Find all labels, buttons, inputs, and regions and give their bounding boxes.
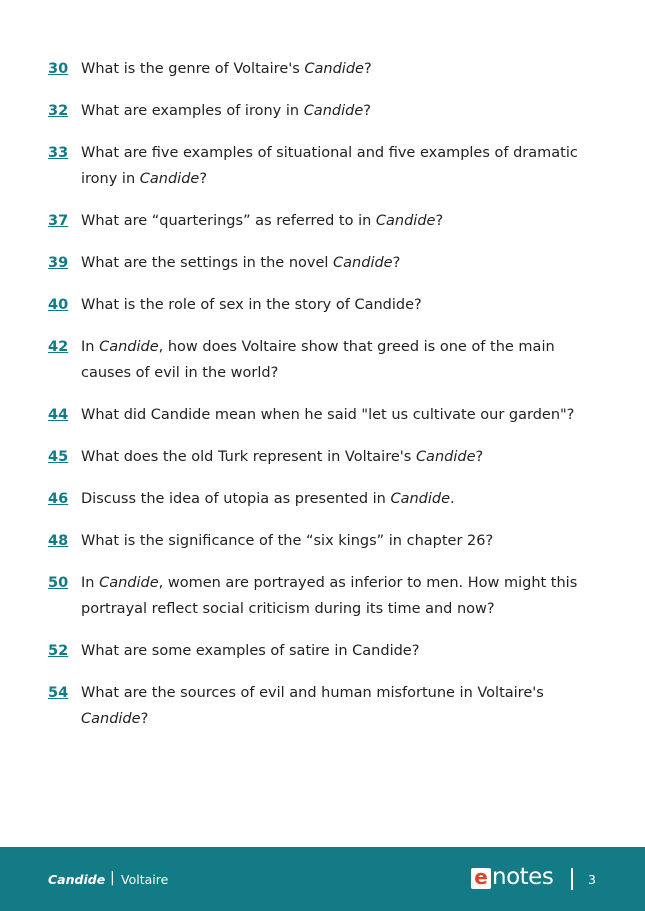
toc-entry (48, 402, 608, 428)
toc-question-text: What does the old Turk represent in Voltaire's (81, 449, 416, 465)
toc-question (81, 56, 601, 82)
toc-question-text: ? (199, 171, 208, 187)
toc-page-link[interactable]: 52 (48, 643, 69, 659)
toc-question-text: ? (392, 255, 401, 271)
toc-question-title-italic: Candide (304, 61, 364, 77)
toc-entry (48, 334, 608, 386)
toc-page-link[interactable]: 40 (48, 297, 69, 313)
toc-question-text: What is the significance of the “six kings” in chapter 26? (81, 533, 494, 549)
toc-question (81, 250, 601, 276)
footer-author: Voltaire (121, 872, 169, 887)
toc-question-text: ? (140, 711, 149, 727)
toc-entry (48, 98, 608, 124)
toc-page-link[interactable]: 32 (48, 103, 69, 119)
toc-question (81, 292, 601, 318)
toc-page-link[interactable]: 50 (48, 575, 69, 591)
toc-question-text: What are five examples of situational and five examples of dramatic irony in (81, 145, 578, 187)
toc-question-text: ? (363, 61, 372, 77)
toc-question-title-italic: Candide (81, 711, 141, 727)
toc-entry (48, 486, 608, 512)
toc-question-title-italic: Candide (415, 449, 476, 465)
toc-entry (48, 570, 608, 622)
toc-page-link[interactable]: 46 (48, 491, 69, 507)
toc-question (81, 486, 601, 512)
enotes-logo-text: notes (492, 864, 554, 890)
toc-question-text: What are the sources of evil and human misfortune in Voltaire's (81, 685, 544, 701)
toc-entry (48, 680, 608, 732)
table-of-contents (48, 56, 608, 748)
toc-question-text: ? (363, 103, 371, 119)
toc-page-link[interactable]: 39 (48, 255, 69, 271)
toc-entry (48, 444, 608, 470)
toc-question (81, 638, 601, 664)
toc-question (81, 98, 601, 124)
toc-question-title-italic: Candide (303, 103, 364, 119)
toc-page-link[interactable]: 37 (48, 213, 69, 229)
toc-question-title-italic: Candide (390, 491, 451, 507)
toc-question-title-italic: Candide (99, 339, 159, 355)
footer-separator: | (110, 870, 115, 886)
toc-page-link[interactable]: 30 (48, 61, 69, 77)
toc-question (81, 570, 601, 622)
toc-page-link[interactable]: 54 (48, 685, 69, 701)
toc-question-text: What did Candide mean when he said "let us cultivate our garden"? (81, 407, 575, 423)
toc-question-title-italic: Candide (139, 171, 200, 187)
toc-entry (48, 208, 608, 234)
toc-question-text: In (81, 575, 100, 591)
toc-question-text: Discuss the idea of utopia as presented in (81, 491, 391, 507)
toc-question-text: ? (475, 449, 484, 465)
toc-page-link[interactable]: 48 (48, 533, 69, 549)
toc-question-text: , women are portrayed as inferior to men. How might this portrayal reflect social criticism during its time and now? (81, 575, 578, 617)
toc-question (81, 680, 601, 732)
toc-page-link[interactable]: 45 (48, 449, 69, 465)
toc-entry (48, 140, 608, 192)
toc-question-text: What is the genre of Voltaire's (81, 61, 305, 77)
toc-entry (48, 528, 608, 554)
toc-question-text: , how does Voltaire show that greed is one of the main causes of evil in the world? (81, 339, 555, 381)
toc-question-text: In (81, 339, 100, 355)
toc-question (81, 528, 601, 554)
toc-question-title-italic: Candide (375, 213, 436, 229)
toc-question-text: What are the settings in the novel (81, 255, 334, 271)
toc-question (81, 402, 601, 428)
toc-question-text: What are some examples of satire in Candide? (81, 643, 420, 659)
page-footer (0, 847, 645, 911)
footer-book-title: Candide (48, 872, 106, 887)
toc-question-text: What are “quarterings” as referred to in (81, 213, 376, 229)
toc-entry (48, 292, 608, 318)
toc-entry (48, 638, 608, 664)
toc-entry (48, 56, 608, 82)
toc-question-text: ? (435, 213, 444, 229)
toc-question (81, 334, 601, 386)
toc-question-title-italic: Candide (333, 255, 393, 271)
footer-divider (571, 868, 573, 890)
toc-question (81, 208, 601, 234)
toc-page-link[interactable]: 33 (48, 145, 69, 161)
toc-page-link[interactable]: 42 (48, 339, 69, 355)
toc-question-text: What is the role of sex in the story of Candide? (81, 297, 422, 313)
toc-question (81, 140, 601, 192)
toc-question-text: What are examples of irony in (81, 103, 304, 119)
footer-page-number: 3 (588, 872, 596, 887)
enotes-logo-e-icon: e (471, 868, 491, 889)
toc-page-link[interactable]: 44 (48, 407, 69, 423)
toc-entry (48, 250, 608, 276)
toc-question-text: . (450, 491, 455, 507)
toc-question-title-italic: Candide (99, 575, 159, 591)
toc-question (81, 444, 601, 470)
